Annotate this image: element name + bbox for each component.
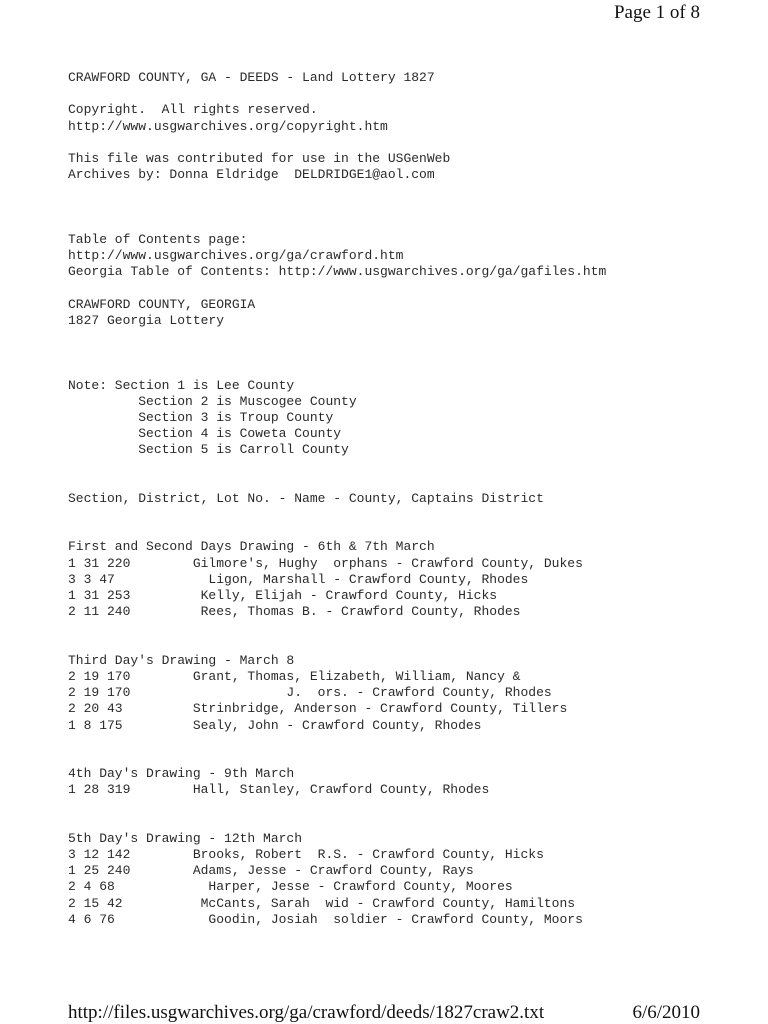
document-line: 2 11 240 Rees, Thomas B. - Crawford County, Rhodes bbox=[68, 604, 521, 620]
document-line: 3 3 47 Ligon, Marshall - Crawford County, Rhodes bbox=[68, 571, 529, 587]
document-line: Georgia Table of Contents: http://www.usgwarchives.org/ga/gafiles.htm bbox=[68, 264, 607, 280]
document-line bbox=[68, 135, 758, 151]
document-line: Note: Section 1 is Lee County bbox=[68, 377, 295, 393]
document-line bbox=[68, 361, 758, 377]
page-footer bbox=[68, 1002, 700, 1024]
document-line: Section 5 is Carroll County bbox=[68, 442, 349, 458]
document-line: Table of Contents page: bbox=[68, 231, 248, 247]
document-line bbox=[68, 183, 758, 199]
document-line bbox=[68, 815, 758, 831]
document-line bbox=[68, 637, 758, 653]
document-line: Section 4 is Coweta County bbox=[68, 426, 342, 442]
document-line: 2 19 170 Grant, Thomas, Elizabeth, William, Nancy & bbox=[68, 668, 521, 684]
document-line: Copyright. All rights reserved. bbox=[68, 102, 318, 118]
document-line: Section, District, Lot No. - Name - County, Captains District bbox=[68, 490, 544, 506]
document-line: 3 12 142 Brooks, Robert R.S. - Crawford County, Hicks bbox=[68, 847, 544, 862]
document-line: Archives by: Donna Eldridge DELDRIDGE1@aol.com bbox=[68, 167, 435, 183]
document-line: 4th Day's Drawing - 9th March bbox=[68, 766, 295, 782]
document-line bbox=[68, 750, 758, 766]
document-line: 1 31 220 Gilmore's, Hughy orphans - Crawford County, Dukes bbox=[68, 555, 583, 571]
document-line: 1 25 240 Adams, Jesse - Crawford County, Rays bbox=[68, 863, 474, 879]
document-line: Section 2 is Muscogee County bbox=[68, 393, 357, 409]
document-line bbox=[68, 200, 758, 216]
document-line: Third Day's Drawing - March 8 bbox=[68, 652, 295, 668]
document-line bbox=[68, 280, 758, 296]
document-line: 2 20 43 Strinbridge, Anderson - Crawford County, Tillers bbox=[68, 701, 568, 717]
document-line: 1 31 253 Kelly, Elijah - Crawford County, Hicks bbox=[68, 588, 498, 603]
document-body bbox=[68, 70, 758, 928]
document-line bbox=[68, 523, 758, 539]
document-line: 2 19 170 J. ors. - Crawford County, Rhodes bbox=[68, 685, 552, 701]
footer-date: 6/6/2010 bbox=[632, 1002, 700, 1023]
document-line: First and Second Days Drawing - 6th & 7th March bbox=[68, 539, 435, 555]
document-line: 4 6 76 Goodin, Josiah soldier - Crawford County, Moors bbox=[68, 911, 583, 927]
document-line: 1827 Georgia Lottery bbox=[68, 312, 225, 328]
document-line: 2 15 42 McCants, Sarah wid - Crawford County, Hamiltons bbox=[68, 895, 576, 911]
document-line: 1 8 175 Sealy, John - Crawford County, Rhodes bbox=[68, 717, 482, 733]
document-line: http://www.usgwarchives.org/ga/crawford.htm bbox=[68, 248, 404, 264]
document-line bbox=[68, 620, 758, 636]
document-line: CRAWFORD COUNTY, GA - DEEDS - Land Lottery 1827 bbox=[68, 70, 435, 85]
document-line bbox=[68, 329, 758, 345]
document-line: 2 4 68 Harper, Jesse - Crawford County, Moores bbox=[68, 879, 513, 895]
document-line: 5th Day's Drawing - 12th March bbox=[68, 830, 303, 846]
document-line: 1 28 319 Hall, Stanley, Crawford County, Rhodes bbox=[68, 782, 490, 798]
document-line: CRAWFORD COUNTY, GEORGIA bbox=[68, 296, 256, 312]
document-line bbox=[68, 734, 758, 750]
document-line bbox=[68, 216, 758, 232]
document-line bbox=[68, 475, 758, 491]
footer-url: http://files.usgwarchives.org/ga/crawford/deeds/1827craw2.txt bbox=[68, 1002, 545, 1023]
document-line bbox=[68, 459, 758, 475]
document-line bbox=[68, 507, 758, 523]
document-line bbox=[68, 86, 758, 102]
document-line: This file was contributed for use in the USGenWeb bbox=[68, 150, 451, 166]
page-indicator: Page 1 of 8 bbox=[613, 2, 700, 23]
document-line: Section 3 is Troup County bbox=[68, 409, 334, 425]
document-line bbox=[68, 345, 758, 361]
document-line bbox=[68, 798, 758, 814]
document-line: http://www.usgwarchives.org/copyright.htm bbox=[68, 118, 388, 134]
